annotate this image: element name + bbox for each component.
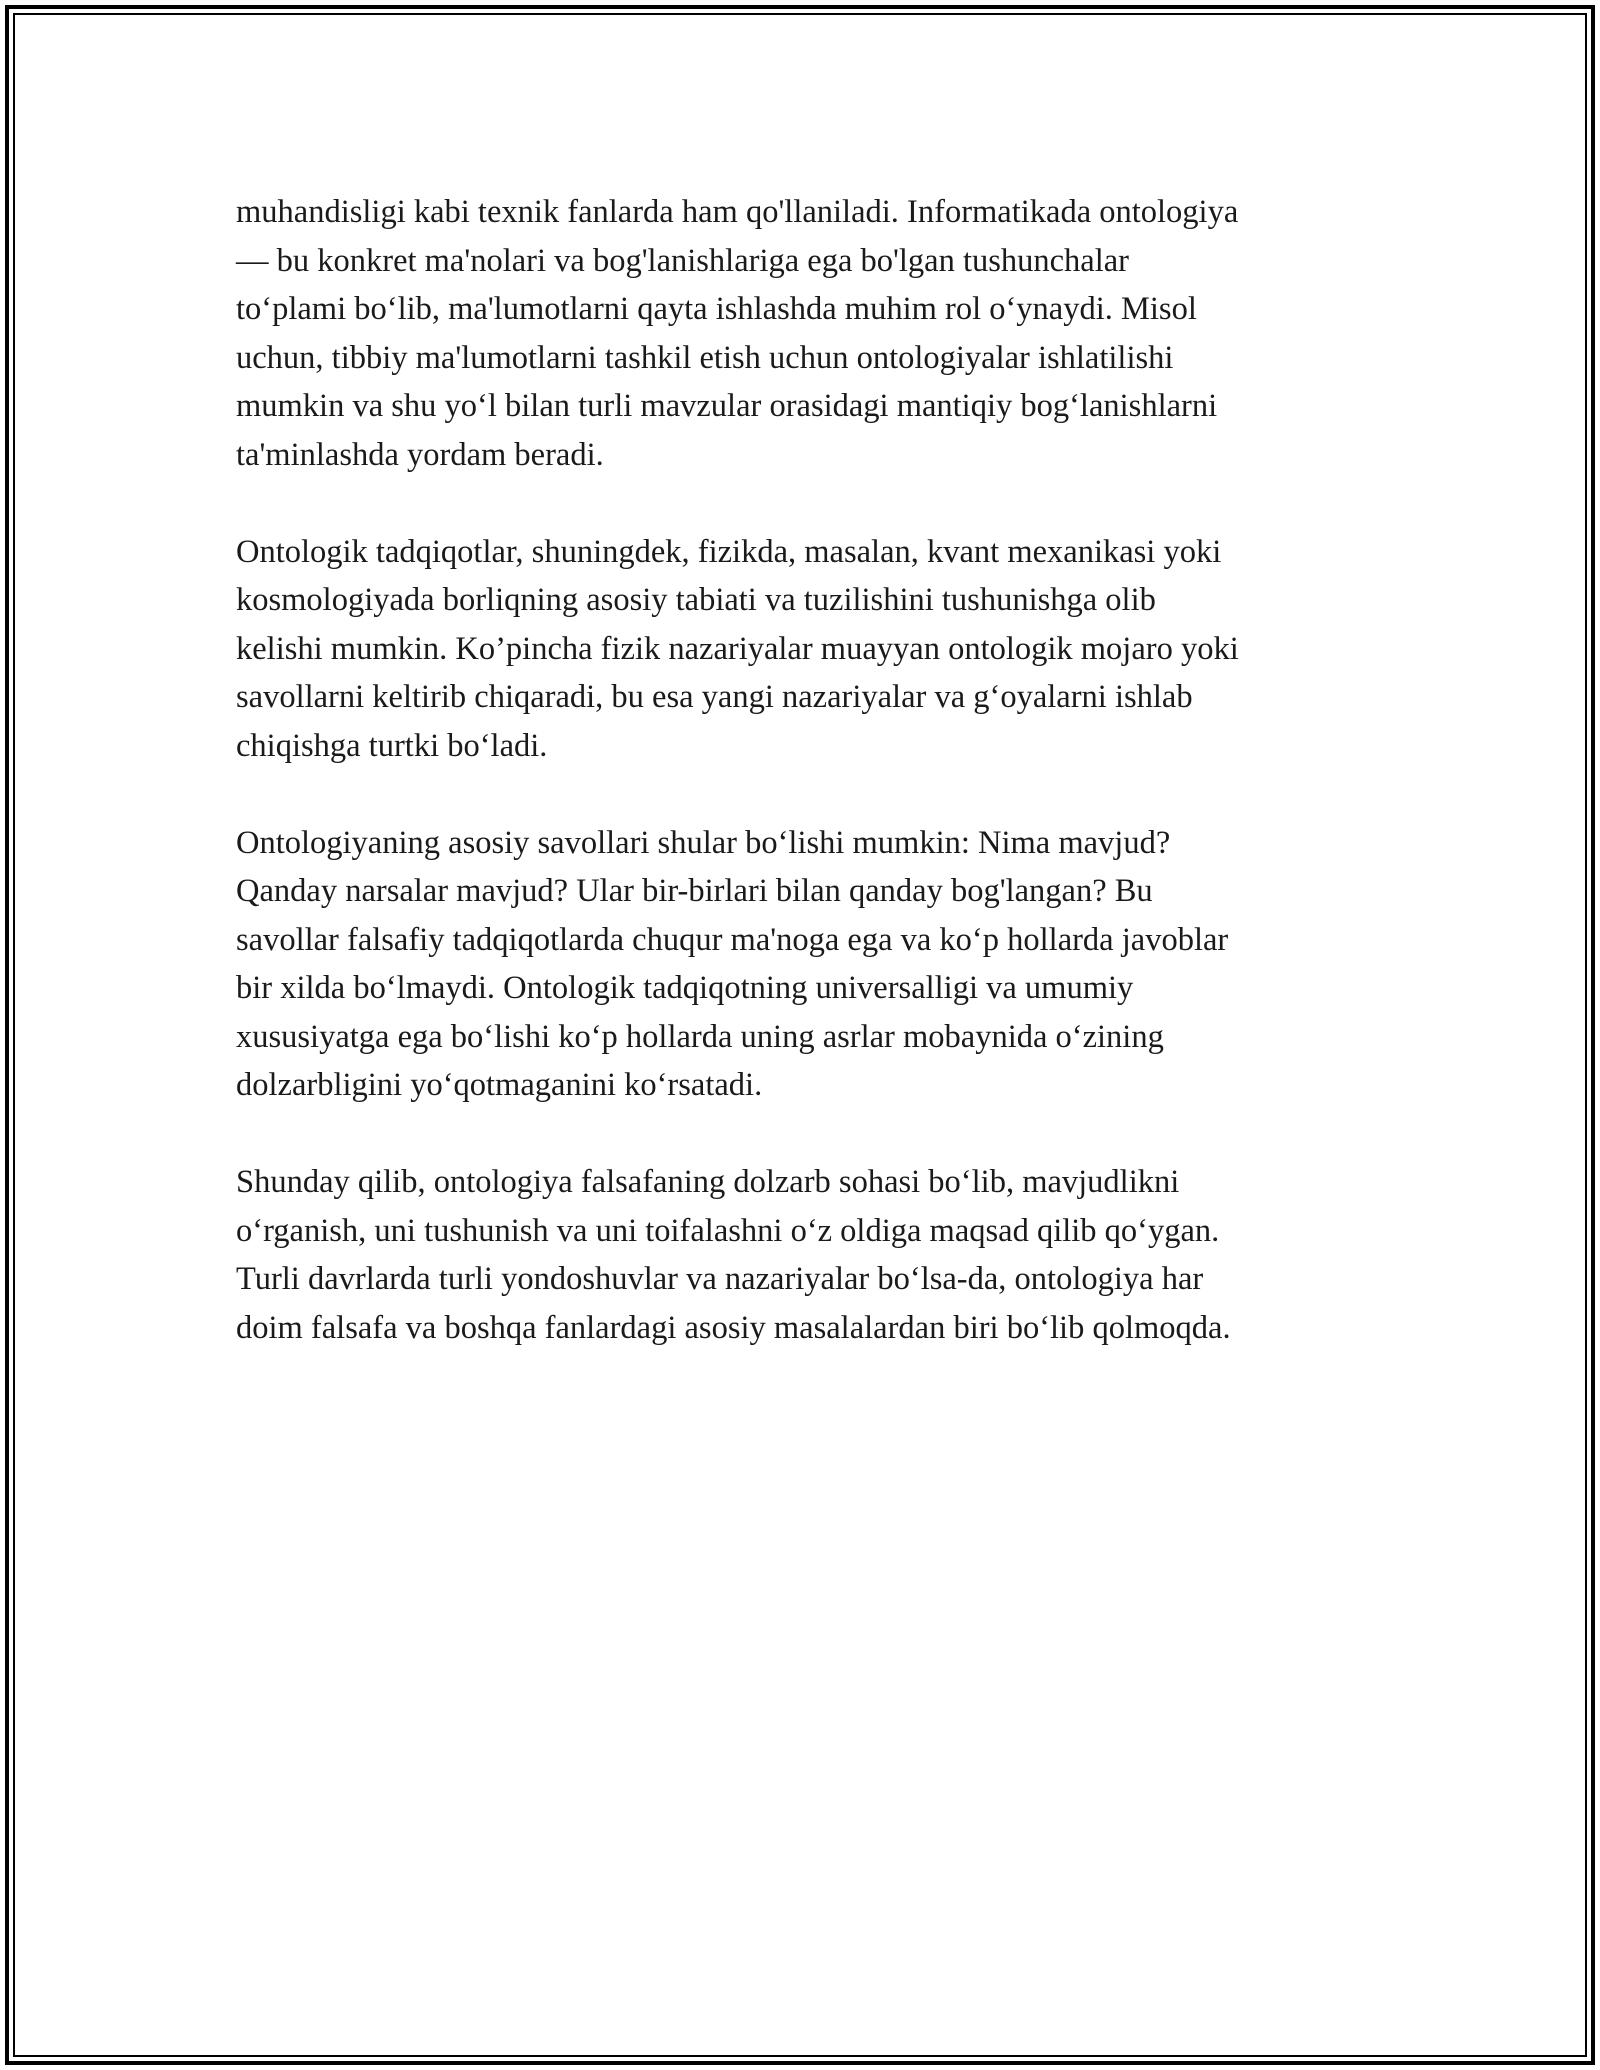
text-line: xususiyatga ega bo‘lishi ko‘p hollarda uning asrlar mobaynida o‘zining bbox=[236, 1018, 1164, 1055]
paragraph-1 bbox=[236, 188, 1376, 479]
text-line: Turli davrlarda turli yondoshuvlar va nazariyalar bo‘lsa-da, ontologiya har bbox=[236, 1261, 1204, 1297]
text-line: savollar falsafiy tadqiqotlarda chuqur ma'noga ega va ko‘p hollarda javoblar bbox=[236, 921, 1229, 958]
text-line: doim falsafa va boshqa fanlardagi asosiy masalalardan biri bo‘lib qolmoqda. bbox=[236, 1309, 1231, 1346]
paragraph-4 bbox=[236, 1158, 1376, 1352]
text-line: Ontologiyaning asosiy savollari shular bo‘lishi mumkin: Nima mavjud? bbox=[236, 824, 1171, 861]
document-body bbox=[236, 188, 1376, 1401]
text-line: muhandisligi kabi texnik fanlarda ham qo'llaniladi. Informatikada ontologiya bbox=[236, 194, 1239, 230]
text-line: kelishi mumkin. Ko’pincha fizik nazariyalar muayyan ontologik mojaro yoki bbox=[236, 630, 1239, 667]
text-line: — bu konkret ma'nolari va bog'lanishlariga ega bo'lgan tushunchalar bbox=[236, 242, 1130, 279]
text-line: bir xilda bo‘lmaydi. Ontologik tadqiqotning universalligi va umumiy bbox=[236, 970, 1134, 1006]
text-line: kosmologiyada borliqning asosiy tabiati va tuzilishini tushunishga olib bbox=[236, 582, 1156, 618]
text-line: ta'minlashda yordam beradi. bbox=[236, 436, 604, 473]
paragraph-3 bbox=[236, 819, 1376, 1110]
text-line: to‘plami bo‘lib, ma'lumotlarni qayta ishlashda muhim rol o‘ynaydi. Misol bbox=[236, 291, 1197, 327]
text-line: Shunday qilib, ontologiya falsafaning dolzarb sohasi bo‘lib, mavjudlikni bbox=[236, 1164, 1180, 1200]
text-line: savollarni keltirib chiqaradi, bu esa yangi nazariyalar va g‘oyalarni ishlab bbox=[236, 679, 1193, 715]
text-line: o‘rganish, uni tushunish va uni toifalashni o‘z oldiga maqsad qilib qo‘ygan. bbox=[236, 1212, 1220, 1249]
text-line: Qanday narsalar mavjud? Ular bir-birlari bilan qanday bog'langan? Bu bbox=[236, 873, 1153, 909]
text-line: Ontologik tadqiqotlar, shuningdek, fizikda, masalan, kvant mexanikasi yoki bbox=[236, 533, 1222, 570]
text-line: chiqishga turtki bo‘ladi. bbox=[236, 727, 548, 764]
text-line: uchun, tibbiy ma'lumotlarni tashkil etish uchun ontologiyalar ishlatilishi bbox=[236, 339, 1174, 376]
paragraph-2 bbox=[236, 528, 1376, 771]
text-line: mumkin va shu yo‘l bilan turli mavzular orasidagi mantiqiy bog‘lanishlarni bbox=[236, 388, 1218, 424]
text-line: dolzarbligini yo‘qotmaganini ko‘rsatadi. bbox=[236, 1067, 763, 1103]
